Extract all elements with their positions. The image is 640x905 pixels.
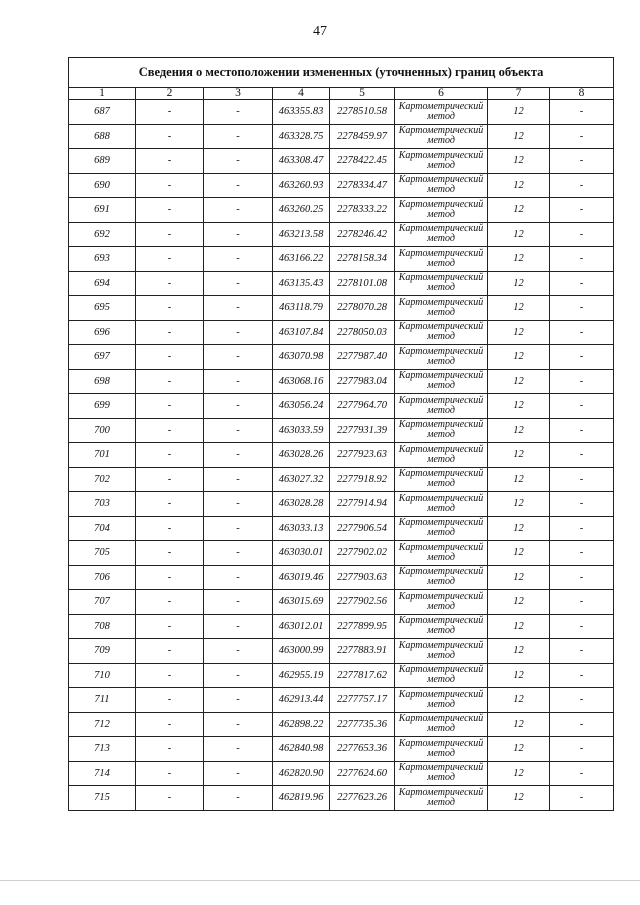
col3-cell: - xyxy=(204,124,273,149)
x-coordinate-cell: 463260.93 xyxy=(273,173,330,198)
page-number: 47 xyxy=(313,24,327,39)
page-bottom-edge xyxy=(0,880,640,881)
table-row xyxy=(69,124,614,149)
table-row xyxy=(69,443,614,468)
col8-cell: - xyxy=(550,100,614,125)
column-header: 2 xyxy=(136,88,204,100)
table-row xyxy=(69,712,614,737)
y-coordinate-cell: 2277899.95 xyxy=(330,614,395,639)
point-number-cell: 714 xyxy=(69,761,136,786)
x-coordinate-cell: 463012.01 xyxy=(273,614,330,639)
table-row xyxy=(69,663,614,688)
y-coordinate-cell: 2277906.54 xyxy=(330,516,395,541)
col3-cell: - xyxy=(204,443,273,468)
x-coordinate-cell: 463135.43 xyxy=(273,271,330,296)
table-row xyxy=(69,271,614,296)
table-row xyxy=(69,688,614,713)
col3-cell: - xyxy=(204,467,273,492)
accuracy-cell: 12 xyxy=(488,394,550,419)
point-number-cell: 688 xyxy=(69,124,136,149)
col2-cell: - xyxy=(136,369,204,394)
accuracy-cell: 12 xyxy=(488,418,550,443)
table-row xyxy=(69,761,614,786)
table-row xyxy=(69,320,614,345)
x-coordinate-cell: 463000.99 xyxy=(273,639,330,664)
method-cell: Картометрический метод xyxy=(395,516,488,541)
accuracy-cell: 12 xyxy=(488,737,550,762)
col2-cell: - xyxy=(136,296,204,321)
col3-cell: - xyxy=(204,369,273,394)
col2-cell: - xyxy=(136,100,204,125)
col3-cell: - xyxy=(204,492,273,517)
method-cell: Картометрический метод xyxy=(395,761,488,786)
col3-cell: - xyxy=(204,394,273,419)
col8-cell: - xyxy=(550,786,614,811)
method-cell: Картометрический метод xyxy=(395,173,488,198)
x-coordinate-cell: 462955.19 xyxy=(273,663,330,688)
point-number-cell: 693 xyxy=(69,247,136,272)
method-cell: Картометрический метод xyxy=(395,492,488,517)
point-number-cell: 699 xyxy=(69,394,136,419)
x-coordinate-cell: 462898.22 xyxy=(273,712,330,737)
col2-cell: - xyxy=(136,345,204,370)
accuracy-cell: 12 xyxy=(488,149,550,174)
table-row xyxy=(69,786,614,811)
col8-cell: - xyxy=(550,198,614,223)
point-number-cell: 712 xyxy=(69,712,136,737)
table-row xyxy=(69,614,614,639)
y-coordinate-cell: 2277987.40 xyxy=(330,345,395,370)
table-row xyxy=(69,247,614,272)
method-cell: Картометрический метод xyxy=(395,296,488,321)
y-coordinate-cell: 2278101.08 xyxy=(330,271,395,296)
x-coordinate-cell: 463328.75 xyxy=(273,124,330,149)
accuracy-cell: 12 xyxy=(488,688,550,713)
y-coordinate-cell: 2277653.36 xyxy=(330,737,395,762)
point-number-cell: 703 xyxy=(69,492,136,517)
column-header: 6 xyxy=(395,88,488,100)
table-row xyxy=(69,198,614,223)
table-row xyxy=(69,467,614,492)
point-number-cell: 687 xyxy=(69,100,136,125)
table-header-row xyxy=(69,88,614,100)
col3-cell: - xyxy=(204,737,273,762)
x-coordinate-cell: 463019.46 xyxy=(273,565,330,590)
col2-cell: - xyxy=(136,614,204,639)
col8-cell: - xyxy=(550,247,614,272)
point-number-cell: 715 xyxy=(69,786,136,811)
y-coordinate-cell: 2277902.56 xyxy=(330,590,395,615)
column-header: 1 xyxy=(69,88,136,100)
col3-cell: - xyxy=(204,688,273,713)
col2-cell: - xyxy=(136,737,204,762)
x-coordinate-cell: 463028.28 xyxy=(273,492,330,517)
column-header: 8 xyxy=(550,88,614,100)
col2-cell: - xyxy=(136,271,204,296)
y-coordinate-cell: 2277931.39 xyxy=(330,418,395,443)
y-coordinate-cell: 2278246.42 xyxy=(330,222,395,247)
accuracy-cell: 12 xyxy=(488,516,550,541)
method-cell: Картометрический метод xyxy=(395,394,488,419)
x-coordinate-cell: 462913.44 xyxy=(273,688,330,713)
point-number-cell: 706 xyxy=(69,565,136,590)
col8-cell: - xyxy=(550,541,614,566)
col8-cell: - xyxy=(550,492,614,517)
col3-cell: - xyxy=(204,786,273,811)
col3-cell: - xyxy=(204,418,273,443)
col3-cell: - xyxy=(204,516,273,541)
col8-cell: - xyxy=(550,271,614,296)
col8-cell: - xyxy=(550,516,614,541)
column-header: 3 xyxy=(204,88,273,100)
col2-cell: - xyxy=(136,712,204,737)
method-cell: Картометрический метод xyxy=(395,198,488,223)
col3-cell: - xyxy=(204,173,273,198)
accuracy-cell: 12 xyxy=(488,467,550,492)
method-cell: Картометрический метод xyxy=(395,369,488,394)
method-cell: Картометрический метод xyxy=(395,663,488,688)
table-row xyxy=(69,590,614,615)
point-number-cell: 689 xyxy=(69,149,136,174)
col8-cell: - xyxy=(550,712,614,737)
point-number-cell: 700 xyxy=(69,418,136,443)
col8-cell: - xyxy=(550,663,614,688)
y-coordinate-cell: 2277757.17 xyxy=(330,688,395,713)
col8-cell: - xyxy=(550,296,614,321)
table-row xyxy=(69,418,614,443)
y-coordinate-cell: 2277923.63 xyxy=(330,443,395,468)
col2-cell: - xyxy=(136,247,204,272)
y-coordinate-cell: 2278510.58 xyxy=(330,100,395,125)
col2-cell: - xyxy=(136,516,204,541)
point-number-cell: 710 xyxy=(69,663,136,688)
x-coordinate-cell: 463213.58 xyxy=(273,222,330,247)
point-number-cell: 694 xyxy=(69,271,136,296)
x-coordinate-cell: 463308.47 xyxy=(273,149,330,174)
accuracy-cell: 12 xyxy=(488,761,550,786)
method-cell: Картометрический метод xyxy=(395,590,488,615)
col2-cell: - xyxy=(136,173,204,198)
method-cell: Картометрический метод xyxy=(395,345,488,370)
boundary-table xyxy=(68,57,614,811)
accuracy-cell: 12 xyxy=(488,639,550,664)
accuracy-cell: 12 xyxy=(488,124,550,149)
col8-cell: - xyxy=(550,418,614,443)
method-cell: Картометрический метод xyxy=(395,786,488,811)
col2-cell: - xyxy=(136,443,204,468)
y-coordinate-cell: 2278050.03 xyxy=(330,320,395,345)
col3-cell: - xyxy=(204,320,273,345)
accuracy-cell: 12 xyxy=(488,614,550,639)
table-row xyxy=(69,737,614,762)
x-coordinate-cell: 463027.32 xyxy=(273,467,330,492)
table-row xyxy=(69,345,614,370)
y-coordinate-cell: 2277817.62 xyxy=(330,663,395,688)
col2-cell: - xyxy=(136,663,204,688)
col3-cell: - xyxy=(204,222,273,247)
accuracy-cell: 12 xyxy=(488,786,550,811)
method-cell: Картометрический метод xyxy=(395,124,488,149)
point-number-cell: 705 xyxy=(69,541,136,566)
point-number-cell: 690 xyxy=(69,173,136,198)
col8-cell: - xyxy=(550,320,614,345)
x-coordinate-cell: 463028.26 xyxy=(273,443,330,468)
point-number-cell: 695 xyxy=(69,296,136,321)
col8-cell: - xyxy=(550,565,614,590)
method-cell: Картометрический метод xyxy=(395,467,488,492)
y-coordinate-cell: 2277918.92 xyxy=(330,467,395,492)
col2-cell: - xyxy=(136,565,204,590)
x-coordinate-cell: 463030.01 xyxy=(273,541,330,566)
table-title-row xyxy=(69,58,614,88)
col3-cell: - xyxy=(204,247,273,272)
col3-cell: - xyxy=(204,100,273,125)
table-row xyxy=(69,100,614,125)
col2-cell: - xyxy=(136,320,204,345)
col2-cell: - xyxy=(136,394,204,419)
col2-cell: - xyxy=(136,492,204,517)
method-cell: Картометрический метод xyxy=(395,737,488,762)
y-coordinate-cell: 2277903.63 xyxy=(330,565,395,590)
x-coordinate-cell: 463056.24 xyxy=(273,394,330,419)
y-coordinate-cell: 2277983.04 xyxy=(330,369,395,394)
col2-cell: - xyxy=(136,761,204,786)
col8-cell: - xyxy=(550,590,614,615)
col8-cell: - xyxy=(550,394,614,419)
point-number-cell: 698 xyxy=(69,369,136,394)
col3-cell: - xyxy=(204,541,273,566)
point-number-cell: 707 xyxy=(69,590,136,615)
accuracy-cell: 12 xyxy=(488,492,550,517)
col2-cell: - xyxy=(136,418,204,443)
table-row xyxy=(69,173,614,198)
table-row xyxy=(69,516,614,541)
accuracy-cell: 12 xyxy=(488,247,550,272)
y-coordinate-cell: 2277735.36 xyxy=(330,712,395,737)
col2-cell: - xyxy=(136,222,204,247)
method-cell: Картометрический метод xyxy=(395,639,488,664)
x-coordinate-cell: 463070.98 xyxy=(273,345,330,370)
point-number-cell: 701 xyxy=(69,443,136,468)
table-row xyxy=(69,541,614,566)
col8-cell: - xyxy=(550,173,614,198)
col2-cell: - xyxy=(136,149,204,174)
table-row xyxy=(69,492,614,517)
y-coordinate-cell: 2277964.70 xyxy=(330,394,395,419)
method-cell: Картометрический метод xyxy=(395,418,488,443)
method-cell: Картометрический метод xyxy=(395,688,488,713)
method-cell: Картометрический метод xyxy=(395,100,488,125)
y-coordinate-cell: 2278158.34 xyxy=(330,247,395,272)
point-number-cell: 697 xyxy=(69,345,136,370)
point-number-cell: 691 xyxy=(69,198,136,223)
accuracy-cell: 12 xyxy=(488,296,550,321)
accuracy-cell: 12 xyxy=(488,100,550,125)
method-cell: Картометрический метод xyxy=(395,541,488,566)
x-coordinate-cell: 463107.84 xyxy=(273,320,330,345)
accuracy-cell: 12 xyxy=(488,443,550,468)
column-header: 5 xyxy=(330,88,395,100)
col3-cell: - xyxy=(204,271,273,296)
accuracy-cell: 12 xyxy=(488,369,550,394)
table-row xyxy=(69,149,614,174)
accuracy-cell: 12 xyxy=(488,541,550,566)
x-coordinate-cell: 463166.22 xyxy=(273,247,330,272)
col8-cell: - xyxy=(550,369,614,394)
table-row xyxy=(69,639,614,664)
point-number-cell: 696 xyxy=(69,320,136,345)
col8-cell: - xyxy=(550,222,614,247)
y-coordinate-cell: 2277883.91 xyxy=(330,639,395,664)
col8-cell: - xyxy=(550,639,614,664)
col2-cell: - xyxy=(136,541,204,566)
y-coordinate-cell: 2277914.94 xyxy=(330,492,395,517)
accuracy-cell: 12 xyxy=(488,320,550,345)
column-header: 4 xyxy=(273,88,330,100)
method-cell: Картометрический метод xyxy=(395,222,488,247)
method-cell: Картометрический метод xyxy=(395,712,488,737)
x-coordinate-cell: 462840.98 xyxy=(273,737,330,762)
method-cell: Картометрический метод xyxy=(395,320,488,345)
col3-cell: - xyxy=(204,614,273,639)
col3-cell: - xyxy=(204,345,273,370)
point-number-cell: 709 xyxy=(69,639,136,664)
col3-cell: - xyxy=(204,296,273,321)
y-coordinate-cell: 2278459.97 xyxy=(330,124,395,149)
col3-cell: - xyxy=(204,761,273,786)
col3-cell: - xyxy=(204,639,273,664)
col3-cell: - xyxy=(204,149,273,174)
col8-cell: - xyxy=(550,467,614,492)
col3-cell: - xyxy=(204,565,273,590)
y-coordinate-cell: 2278334.47 xyxy=(330,173,395,198)
col2-cell: - xyxy=(136,688,204,713)
col2-cell: - xyxy=(136,467,204,492)
method-cell: Картометрический метод xyxy=(395,149,488,174)
accuracy-cell: 12 xyxy=(488,565,550,590)
col3-cell: - xyxy=(204,712,273,737)
column-header: 7 xyxy=(488,88,550,100)
accuracy-cell: 12 xyxy=(488,712,550,737)
method-cell: Картометрический метод xyxy=(395,247,488,272)
accuracy-cell: 12 xyxy=(488,590,550,615)
x-coordinate-cell: 463015.69 xyxy=(273,590,330,615)
y-coordinate-cell: 2278422.45 xyxy=(330,149,395,174)
x-coordinate-cell: 463118.79 xyxy=(273,296,330,321)
point-number-cell: 711 xyxy=(69,688,136,713)
table-row xyxy=(69,369,614,394)
y-coordinate-cell: 2278070.28 xyxy=(330,296,395,321)
point-number-cell: 713 xyxy=(69,737,136,762)
col8-cell: - xyxy=(550,124,614,149)
col2-cell: - xyxy=(136,639,204,664)
point-number-cell: 704 xyxy=(69,516,136,541)
accuracy-cell: 12 xyxy=(488,198,550,223)
x-coordinate-cell: 463068.16 xyxy=(273,369,330,394)
col2-cell: - xyxy=(136,590,204,615)
col8-cell: - xyxy=(550,345,614,370)
method-cell: Картометрический метод xyxy=(395,443,488,468)
col8-cell: - xyxy=(550,614,614,639)
col3-cell: - xyxy=(204,590,273,615)
table-row xyxy=(69,394,614,419)
method-cell: Картометрический метод xyxy=(395,614,488,639)
col8-cell: - xyxy=(550,761,614,786)
point-number-cell: 702 xyxy=(69,467,136,492)
accuracy-cell: 12 xyxy=(488,345,550,370)
x-coordinate-cell: 462819.96 xyxy=(273,786,330,811)
col3-cell: - xyxy=(204,663,273,688)
col8-cell: - xyxy=(550,737,614,762)
y-coordinate-cell: 2277623.26 xyxy=(330,786,395,811)
col8-cell: - xyxy=(550,149,614,174)
col2-cell: - xyxy=(136,124,204,149)
accuracy-cell: 12 xyxy=(488,173,550,198)
table-row xyxy=(69,565,614,590)
col3-cell: - xyxy=(204,198,273,223)
col8-cell: - xyxy=(550,688,614,713)
point-number-cell: 692 xyxy=(69,222,136,247)
y-coordinate-cell: 2277624.60 xyxy=(330,761,395,786)
point-number-cell: 708 xyxy=(69,614,136,639)
x-coordinate-cell: 463355.83 xyxy=(273,100,330,125)
y-coordinate-cell: 2278333.22 xyxy=(330,198,395,223)
x-coordinate-cell: 463033.13 xyxy=(273,516,330,541)
y-coordinate-cell: 2277902.02 xyxy=(330,541,395,566)
table-row xyxy=(69,296,614,321)
table-title: Сведения о местоположении измененных (уточненных) границ объекта xyxy=(69,58,614,88)
method-cell: Картометрический метод xyxy=(395,565,488,590)
col2-cell: - xyxy=(136,786,204,811)
method-cell: Картометрический метод xyxy=(395,271,488,296)
x-coordinate-cell: 462820.90 xyxy=(273,761,330,786)
accuracy-cell: 12 xyxy=(488,222,550,247)
table-row xyxy=(69,222,614,247)
accuracy-cell: 12 xyxy=(488,663,550,688)
col2-cell: - xyxy=(136,198,204,223)
x-coordinate-cell: 463033.59 xyxy=(273,418,330,443)
x-coordinate-cell: 463260.25 xyxy=(273,198,330,223)
accuracy-cell: 12 xyxy=(488,271,550,296)
col8-cell: - xyxy=(550,443,614,468)
